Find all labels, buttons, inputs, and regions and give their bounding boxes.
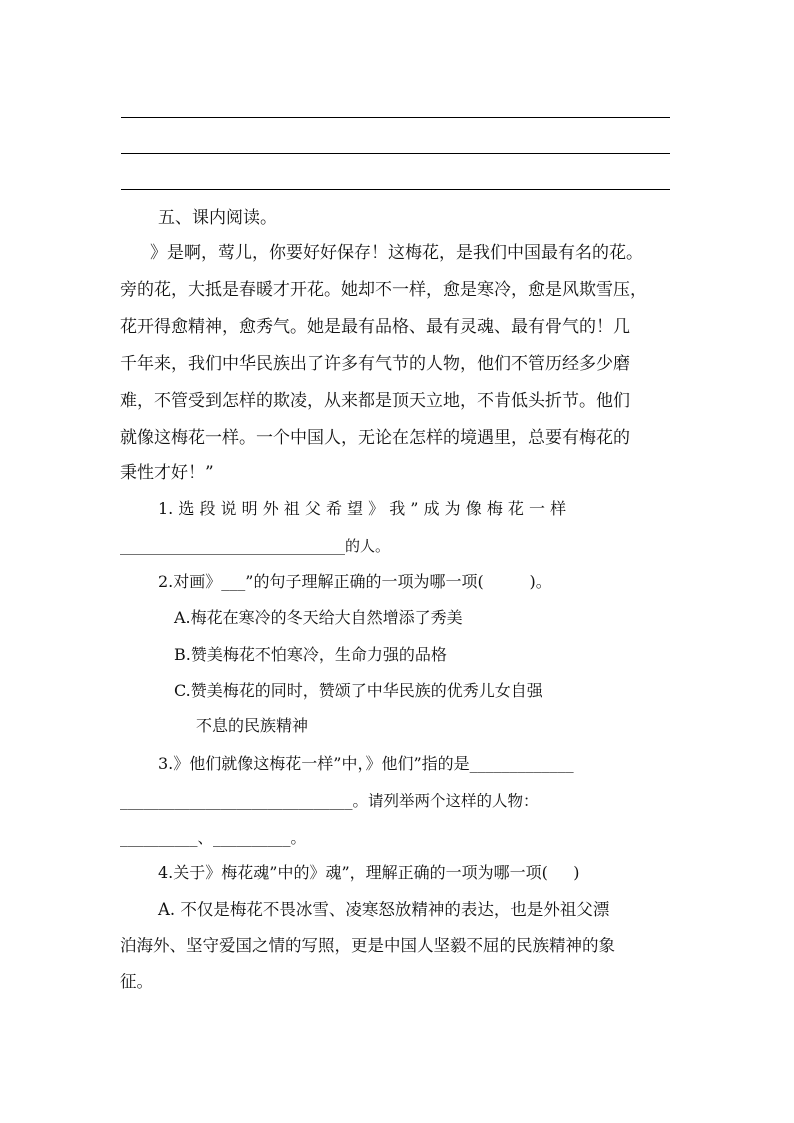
passage-line-6: 就像这梅花一样。一个中国人，无论在怎样的境遇里，总要有梅花的 <box>120 428 630 448</box>
answer-line-1 <box>121 117 670 118</box>
question-1-answer-line: ______________________________的人。 <box>120 537 391 555</box>
passage-line-2: 旁的花，大抵是春暖才开花。她却不一样，愈是寒冷，愈是风欺雪压， <box>120 280 647 300</box>
answer-line-3 <box>121 189 670 190</box>
question-4: 4.关于》梅花魂”中的》魂”，理解正确的一项为哪一项( ) <box>158 863 580 882</box>
question-3-line-3: __________、__________。 <box>120 829 307 847</box>
section-title: 五、课内阅读。 <box>158 208 277 228</box>
passage-line-1: 》是啊，莺儿，你要好好保存！这梅花，是我们中国最有名的花。 <box>150 243 643 263</box>
question-4-answer-a-line-3: 征。 <box>120 972 153 991</box>
question-3-line-1: 3.》他们就像这梅花一样”中，》他们”指的是_____________ <box>158 754 574 773</box>
question-4-answer-a-line-2: 泊海外、坚守爱国之情的写照，更是中国人坚毅不屈的民族精神的象 <box>120 936 615 955</box>
passage-line-5: 难，不管受到怎样的欺凌，从来都是顶天立地，不肯低头折节。他们 <box>120 391 630 411</box>
answer-line-2 <box>121 153 670 154</box>
passage-line-4: 千年来，我们中华民族出了许多有气节的人物，他们不管历经多少磨 <box>120 354 630 374</box>
question-2-option-c: C.赞美梅花的同时，赞颂了中华民族的优秀儿女自强 <box>174 681 543 700</box>
question-2-option-b: B.赞美梅花不怕寒冷，生命力强的品格 <box>174 645 447 664</box>
passage-line-3: 花开得愈精神，愈秀气。她是最有品格、最有灵魂、最有骨气的！几 <box>120 317 630 337</box>
question-1: 1. 选 段 说 明 外 祖 父 希 望 》 我 ” 成 为 像 梅 花 一 样 <box>158 499 567 518</box>
question-2-option-a: A.梅花在寒冷的冬天给大自然增添了秀美 <box>174 608 463 627</box>
passage-line-7: 秉性才好！” <box>120 463 214 483</box>
question-2: 2.对画》___”的句子理解正确的一项为哪一项( )。 <box>158 572 552 591</box>
question-4-answer-a-line-1: A. 不仅是梅花不畏冰雪、凌寒怒放精神的表达，也是外祖父漂 <box>158 900 610 919</box>
question-2-option-c-continued: 不息的民族精神 <box>196 716 309 735</box>
question-3-line-2: ______________________________。请列举两个这样的人物： <box>120 792 539 810</box>
